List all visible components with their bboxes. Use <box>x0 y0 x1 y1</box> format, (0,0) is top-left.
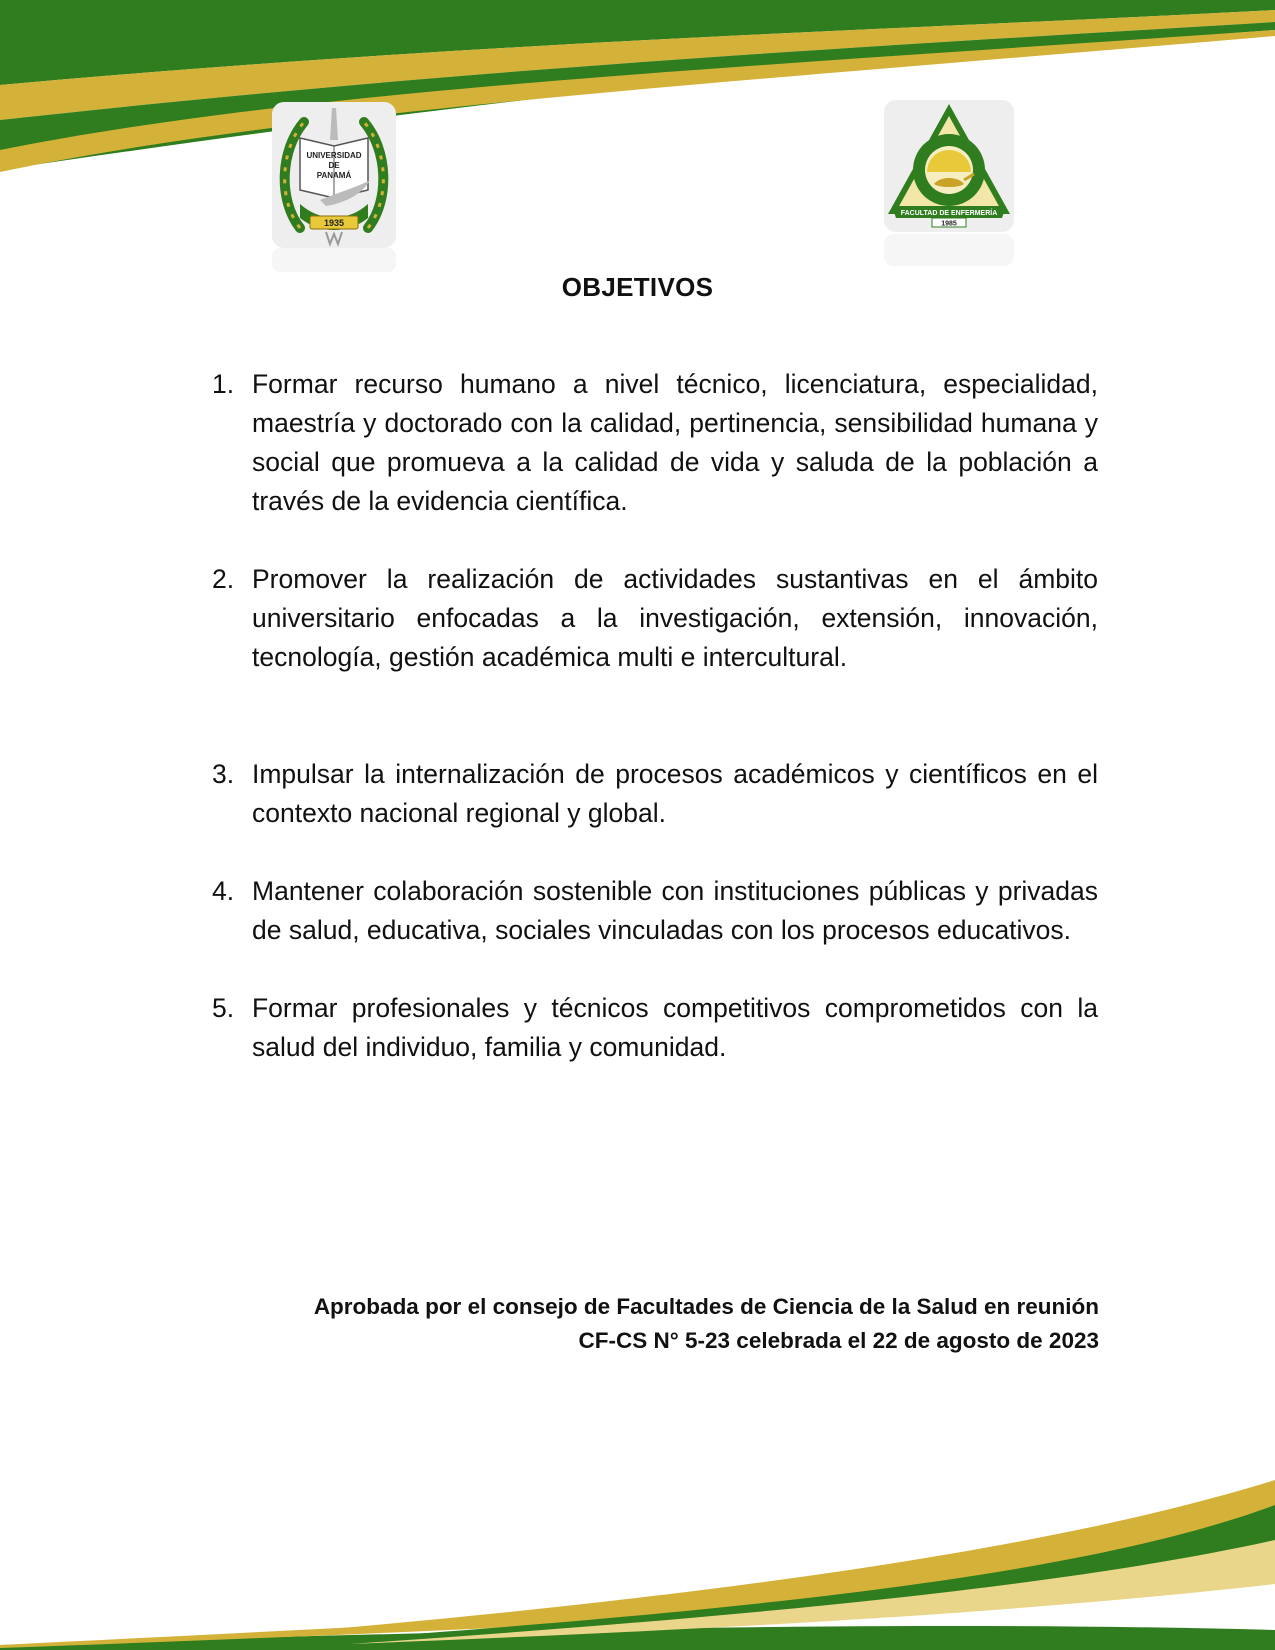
seal-band-text: FACULTAD DE ENFERMERÍA <box>900 210 998 217</box>
objective-item <box>212 365 1098 521</box>
universidad-de-panama-seal <box>270 100 398 275</box>
approval-note <box>199 1290 1099 1358</box>
seal-year: 1985 <box>941 220 957 228</box>
top-decorative-banner <box>0 0 1275 180</box>
seal-text-line2: DE <box>328 161 340 170</box>
seal-text-line1: UNIVERSIDAD <box>306 151 362 160</box>
objective-number: 1. <box>212 369 235 399</box>
objective-text: Mantener colaboración sostenible con instituciones públicas y privadas de salud, educativa, sociales vinculadas con los procesos educativos. <box>252 876 1098 945</box>
objective-text: Impulsar la internalización de procesos académicos y científicos en el contexto nacional regional y global. <box>252 759 1098 828</box>
approval-line-1: Aprobada por el consejo de Facultades de Ciencia de la Salud en reunión <box>313 1294 1099 1319</box>
objective-item <box>212 560 1098 677</box>
objective-text: Promover la realización de actividades sustantivas en el ámbito universitario enfocadas a la investigación, extensión, innovación, tecnología, gestión académica multi e intercultural. <box>252 564 1098 672</box>
objective-text: Formar profesionales y técnicos competitivos comprometidos con la salud del individuo, familia y comunidad. <box>252 993 1098 1062</box>
seal-text-line3: PANAMÁ <box>316 171 352 180</box>
objective-number: 3. <box>212 759 235 789</box>
objective-number: 5. <box>212 993 235 1023</box>
objective-item <box>212 989 1098 1067</box>
objective-number: 2. <box>212 564 235 594</box>
objectives-list <box>212 365 1098 1067</box>
objective-number: 4. <box>212 876 235 906</box>
approval-line-2: CF-CS N° 5-23 celebrada el 22 de agosto de 2023 <box>578 1328 1099 1353</box>
objective-item <box>212 755 1098 833</box>
objective-text: Formar recurso humano a nivel técnico, licenciatura, especialidad, maestría y doctorado con la calidad, pertinencia, sensibilidad humana y social que promueva a la calidad de vida y saluda de la población a través de la evidencia científica. <box>252 369 1098 516</box>
facultad-de-enfermeria-seal <box>882 100 1016 270</box>
objective-item <box>212 872 1098 950</box>
seal-year: 1935 <box>323 218 345 228</box>
page-title: OBJETIVOS <box>561 272 714 302</box>
bottom-decorative-banner <box>0 1480 1275 1650</box>
